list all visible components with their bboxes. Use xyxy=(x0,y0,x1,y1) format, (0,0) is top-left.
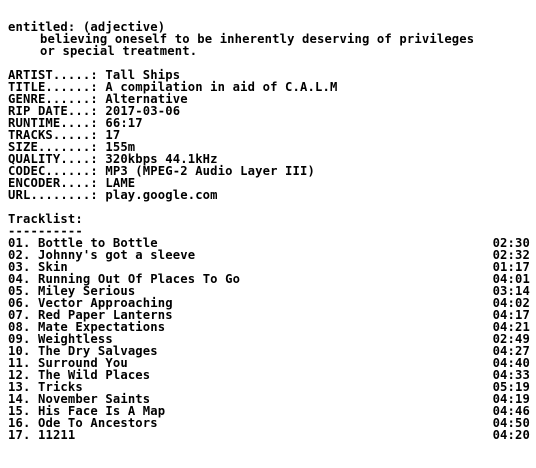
track-number: 10. xyxy=(8,344,31,358)
info-key: ARTIST.....: xyxy=(8,68,106,82)
track-duration: 04:17 xyxy=(492,308,530,322)
info-key: TRACKS.....: xyxy=(8,128,106,142)
info-key: ENCODER....: xyxy=(8,176,106,190)
info-value: 320kbps 44.1kHz xyxy=(105,152,218,166)
track-number: 09. xyxy=(8,332,31,346)
track-duration: 04:46 xyxy=(492,404,530,418)
track-number: 17. xyxy=(8,428,31,442)
track-title: Miley Serious xyxy=(37,284,136,298)
tracklist-heading: Tracklist: xyxy=(8,212,83,226)
definition-line: believing oneself to be inherently deserving of privileges xyxy=(40,32,475,46)
track-duration: 04:21 xyxy=(492,320,530,334)
info-key: RIP DATE...: xyxy=(8,104,106,118)
track-title: His Face Is A Map xyxy=(37,404,166,418)
info-key: GENRE......: xyxy=(8,92,106,106)
track-duration: 04:01 xyxy=(492,272,530,286)
info-key: SIZE.......: xyxy=(8,140,106,154)
track-duration: 04:27 xyxy=(492,344,530,358)
info-value: MP3 (MPEG-2 Audio Layer III) xyxy=(105,164,315,178)
track-duration: 03:14 xyxy=(492,284,530,298)
info-value: 17 xyxy=(105,128,121,142)
track-duration: 05:19 xyxy=(492,380,530,394)
track-title: The Dry Salvages xyxy=(37,344,158,358)
track-title: Ode To Ancestors xyxy=(37,416,158,430)
track-number: 16. xyxy=(8,416,31,430)
track-duration: 04:40 xyxy=(492,356,530,370)
track-duration: 02:49 xyxy=(492,332,530,346)
track-duration: 04:33 xyxy=(492,368,530,382)
info-value: LAME xyxy=(105,176,136,190)
track-number: 11. xyxy=(8,356,31,370)
track-row xyxy=(8,417,530,429)
track-number: 06. xyxy=(8,296,31,310)
track-number: 15. xyxy=(8,404,31,418)
track-title: Mate Expectations xyxy=(37,320,166,334)
track-duration: 01:17 xyxy=(492,260,530,274)
track-duration: 04:02 xyxy=(492,296,530,310)
track-title: Weightless xyxy=(37,332,113,346)
track-number: 01. xyxy=(8,236,31,250)
track-number: 12. xyxy=(8,368,31,382)
info-value: Alternative xyxy=(105,92,188,106)
track-row xyxy=(8,369,530,381)
track-title: Surround You xyxy=(37,356,128,370)
track-number: 04. xyxy=(8,272,31,286)
track-number: 07. xyxy=(8,308,31,322)
track-number: 08. xyxy=(8,320,31,334)
release-info xyxy=(8,69,530,201)
info-value: 155m xyxy=(105,140,136,154)
info-value: 2017-03-06 xyxy=(105,104,181,118)
track-row xyxy=(8,249,530,261)
track-title: Skin xyxy=(37,260,68,274)
track-number: 02. xyxy=(8,248,31,262)
track-duration: 02:30 xyxy=(492,236,530,250)
track-duration: 04:50 xyxy=(492,416,530,430)
track-title: Vector Approaching xyxy=(37,296,173,310)
nfo-document xyxy=(8,21,530,441)
track-title: Running Out Of Places To Go xyxy=(37,272,241,286)
track-duration: 02:32 xyxy=(492,248,530,262)
info-key: TITLE......: xyxy=(8,80,106,94)
info-value: A compilation in aid of C.A.L.M xyxy=(105,80,338,94)
track-title: 11211 xyxy=(37,428,76,442)
definition-term: entitled: (adjective) xyxy=(8,20,166,34)
info-key: URL........: xyxy=(8,188,106,202)
track-row xyxy=(8,429,530,441)
track-title: November Saints xyxy=(37,392,151,406)
info-key: RUNTIME....: xyxy=(8,116,106,130)
track-left xyxy=(8,429,75,441)
track-number: 03. xyxy=(8,260,31,274)
track-title: Red Paper Lanterns xyxy=(37,308,173,322)
spacer xyxy=(8,201,530,213)
info-row xyxy=(8,189,530,201)
info-value: Tall Ships xyxy=(105,68,181,82)
track-title: The Wild Places xyxy=(37,368,151,382)
track-title: Tricks xyxy=(37,380,83,394)
track-number: 13. xyxy=(8,380,31,394)
track-number: 14. xyxy=(8,392,31,406)
definition-line: or special treatment. xyxy=(40,44,198,58)
tracklist-underline: ---------- xyxy=(8,224,83,238)
track-title: Bottle to Bottle xyxy=(37,236,158,250)
tracklist xyxy=(8,237,530,441)
track-number: 05. xyxy=(8,284,31,298)
info-key: QUALITY....: xyxy=(8,152,106,166)
info-value: 66:17 xyxy=(105,116,143,130)
track-duration: 04:19 xyxy=(492,392,530,406)
info-value: play.google.com xyxy=(105,188,218,202)
info-key: CODEC......: xyxy=(8,164,106,178)
track-duration: 04:20 xyxy=(492,428,530,442)
track-title: Johnny's got a sleeve xyxy=(37,248,196,262)
